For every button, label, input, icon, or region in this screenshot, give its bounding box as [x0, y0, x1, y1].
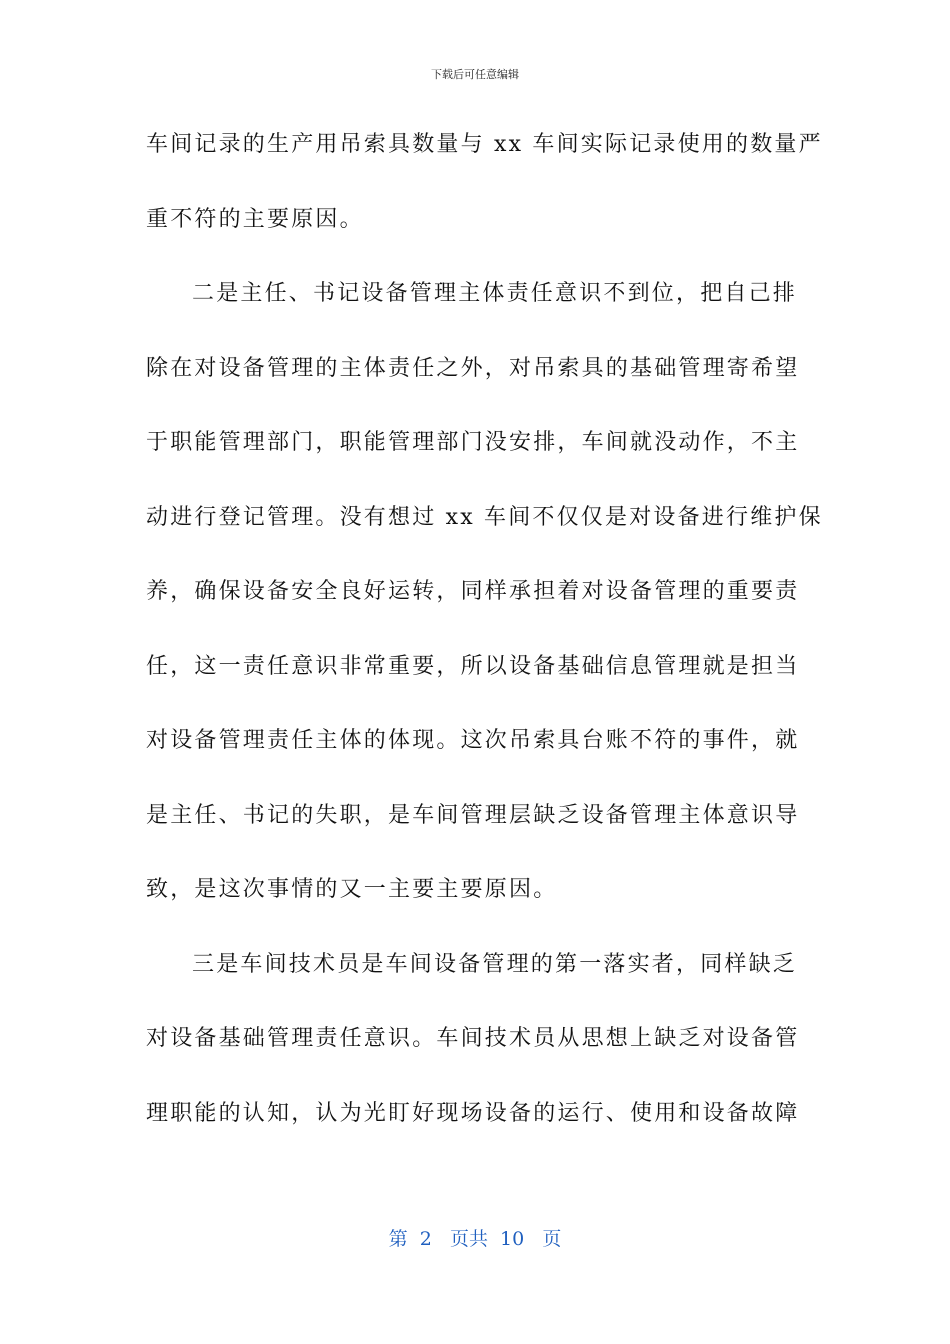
text-line: 任，这一责任意识非常重要，所以设备基础信息管理就是担当 — [146, 653, 800, 679]
text-line: 理职能的认知，认为光盯好现场设备的运行、使用和设备故障 — [146, 1100, 800, 1126]
text-line: 动进行登记管理。没有想过 xx 车间不仅仅是对设备进行维护保 — [146, 504, 823, 530]
paragraph-start-line: 二是主任、书记设备管理主体责任意识不到位，把自己排 — [192, 281, 798, 306]
text-line: 于职能管理部门，职能管理部门没安排，车间就没动作，不主 — [146, 430, 800, 455]
text-line: 对设备基础管理责任意识。车间技术员从思想上缺乏对设备管 — [146, 1026, 800, 1051]
text-line: 对设备管理责任主体的体现。这次吊索具台账不符的事件，就 — [146, 728, 800, 753]
text-line: 车间记录的生产用吊索具数量与 xx 车间实际记录使用的数量严 — [146, 132, 823, 157]
text-line: 养，确保设备安全良好运转，同样承担着对设备管理的重要责 — [146, 579, 800, 604]
text-line: 致，是这次事情的又一主要主要原因。 — [146, 877, 558, 902]
paragraph-start-line: 三是车间技术员是车间设备管理的第一落实者，同样缺乏 — [192, 951, 798, 977]
text-line: 是主任、书记的失职，是车间管理层缺乏设备管理主体意识导 — [146, 802, 800, 828]
text-line: 重不符的主要原因。 — [146, 206, 364, 232]
body-text — [146, 114, 823, 1157]
text-line: 除在对设备管理的主体责任之外，对吊索具的基础管理寄希望 — [146, 355, 800, 381]
page-header: 下载后可任意编辑 — [431, 68, 519, 81]
page-number-footer: 第 2 页共 10 页 — [388, 1228, 562, 1250]
